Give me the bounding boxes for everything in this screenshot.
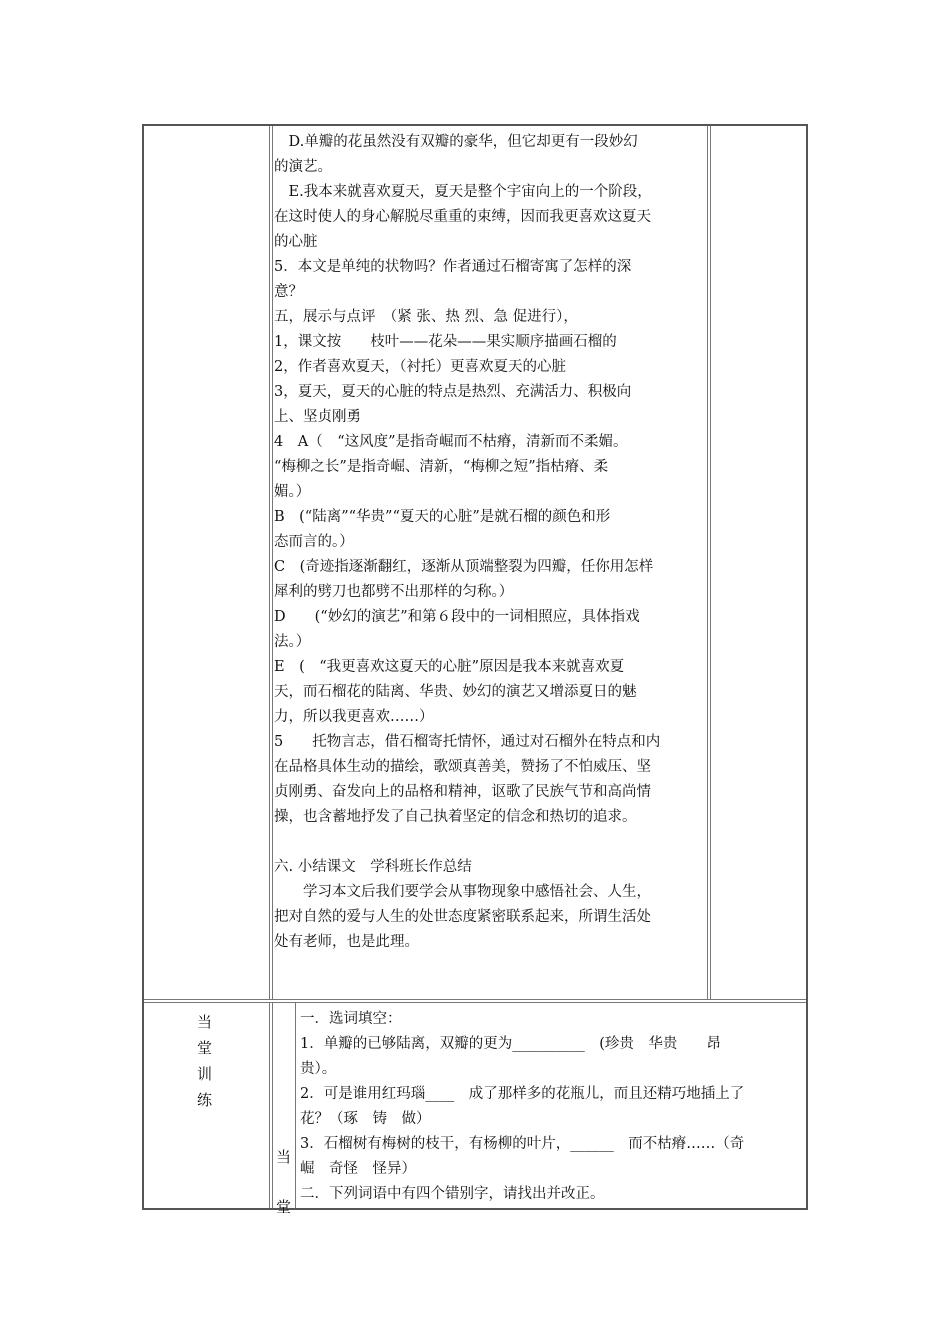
section-heading-practice [197, 1009, 212, 1113]
content-line: 犀利的劈刀也都劈不出那样的匀称。） [274, 584, 514, 600]
exercise-line: 二．下列词语中有四个错别字，请找出并改正。 [300, 1186, 605, 1202]
divider-col-2 [707, 126, 708, 999]
divider-col-1 [269, 126, 270, 999]
row-separator-b [144, 1002, 806, 1003]
content-line: 贞刚勇、奋发向上的品格和精神，讴歌了民族气节和高尚情 [274, 784, 651, 800]
heading-char: 练 [197, 1091, 213, 1109]
content-line: C (奇迹指逐渐翻红，逐渐从顶端整裂为四瓣，任你用怎样 [274, 559, 654, 575]
content-line: 学习本文后我们要学会从事物现象中感悟社会、人生， [274, 884, 651, 900]
content-line: B (“陆离”“华贵”“夏天的心脏”是就石榴的颜色和形 [274, 509, 611, 525]
heading-char: 堂 [276, 1198, 292, 1216]
exercise-line: 2．可是谁用红玛瑙____ 成了那样多的花瓶儿，而且还精巧地插上了 [300, 1086, 745, 1102]
content-line: 在这时使人的身心解脱尽重重的束缚，因而我更喜欢这夏天 [274, 209, 651, 225]
content-line: 六. 小结课文 学科班长作总结 [274, 859, 472, 875]
content-line: 法。） [274, 634, 311, 650]
content-line: 天，而石榴花的陆离、华贵、妙幻的演艺又增添夏日的魅 [274, 684, 637, 700]
content-line: 1，课文按 枝叶——花朵——果实顺序描画石榴的 [274, 334, 617, 350]
content-line: 5 托物言志，借石榴寄托情怀，通过对石榴外在特点和内 [274, 734, 661, 750]
content-line: 的心脏 [274, 234, 318, 250]
content-line: 五，展示与点评 （紧 张、热 烈、急 促进行）， [274, 309, 578, 325]
content-line: 3，夏天，夏天的心脏的特点是热烈、充满活力、积极向 [274, 384, 632, 400]
exercise-line: 崛 奇怪 怪异） [300, 1161, 416, 1177]
content-line: 2，作者喜欢夏天，（衬托）更喜欢夏天的心脏 [274, 359, 566, 375]
content-line: E.我本来就喜欢夏天，夏天是整个宇宙向上的一个阶段， [274, 184, 652, 200]
content-line: 把对自然的爱与人生的处世态度紧密联系起来，所谓生活处 [274, 909, 651, 925]
exercise-line: 花？（琢 铸 做） [300, 1111, 431, 1127]
content-line: 媚。） [274, 484, 311, 500]
content-line: 态而言的。） [274, 534, 354, 550]
content-line: “梅柳之长”是指奇崛、清新，“梅柳之短”指枯瘠、柔 [274, 459, 609, 475]
content-line: E ( “我更喜欢这夏天的心脏”原因是我本来就喜欢夏 [274, 659, 625, 675]
content-line: 意？ [274, 284, 303, 300]
divider-col-2b [710, 126, 711, 999]
content-line: 操，也含蓄地抒发了自己执着坚定的信念和热切的追求。 [274, 809, 637, 825]
heading-char: 当 [276, 1148, 292, 1166]
content-line: 在品格具体生动的描绘，歌颂真善美，赞扬了不怕威压、坚 [274, 759, 651, 775]
exercise-line: 一．选词填空： [300, 1011, 402, 1027]
divider-lower-1b [272, 1003, 273, 1208]
content-line: 4 A（ “这风度”是指奇崛而不枯瘠，清新而不柔媚。 [274, 434, 628, 450]
sub-heading [276, 1132, 291, 1232]
row-separator [144, 999, 806, 1000]
content-line: 的演艺。 [274, 159, 332, 175]
exercise-line: 1．单瓣的已够陆离，双瓣的更为__________ (珍贵 华贵 昂 [300, 1036, 721, 1052]
content-line: D (“妙幻的演艺”和第６段中的一词相照应，具体指戏 [274, 609, 640, 625]
divider-lower-2 [295, 1003, 296, 1208]
content-line: 5．本文是单纯的状物吗？作者通过石榴寄寓了怎样的深 [274, 259, 632, 275]
content-line: 上、坚贞刚勇 [274, 409, 361, 425]
heading-char: 当 [197, 1013, 213, 1031]
divider-lower-1 [269, 1003, 270, 1208]
content-line: D.单瓣的花虽然没有双瓣的豪华，但它却更有一段妙幻 [274, 134, 638, 150]
divider-col-1b [272, 126, 273, 999]
content-line: 处有老师，也是此理。 [274, 934, 419, 950]
exercise-line: 3．石榴树有梅树的枝干，有杨柳的叶片，______ 而不枯瘠……（奇 [300, 1136, 745, 1152]
heading-char: 训 [197, 1065, 213, 1083]
exercise-line: 贵）。 [300, 1061, 337, 1077]
content-line: 力，所以我更喜欢……） [274, 709, 434, 725]
heading-char: 堂 [197, 1039, 213, 1057]
